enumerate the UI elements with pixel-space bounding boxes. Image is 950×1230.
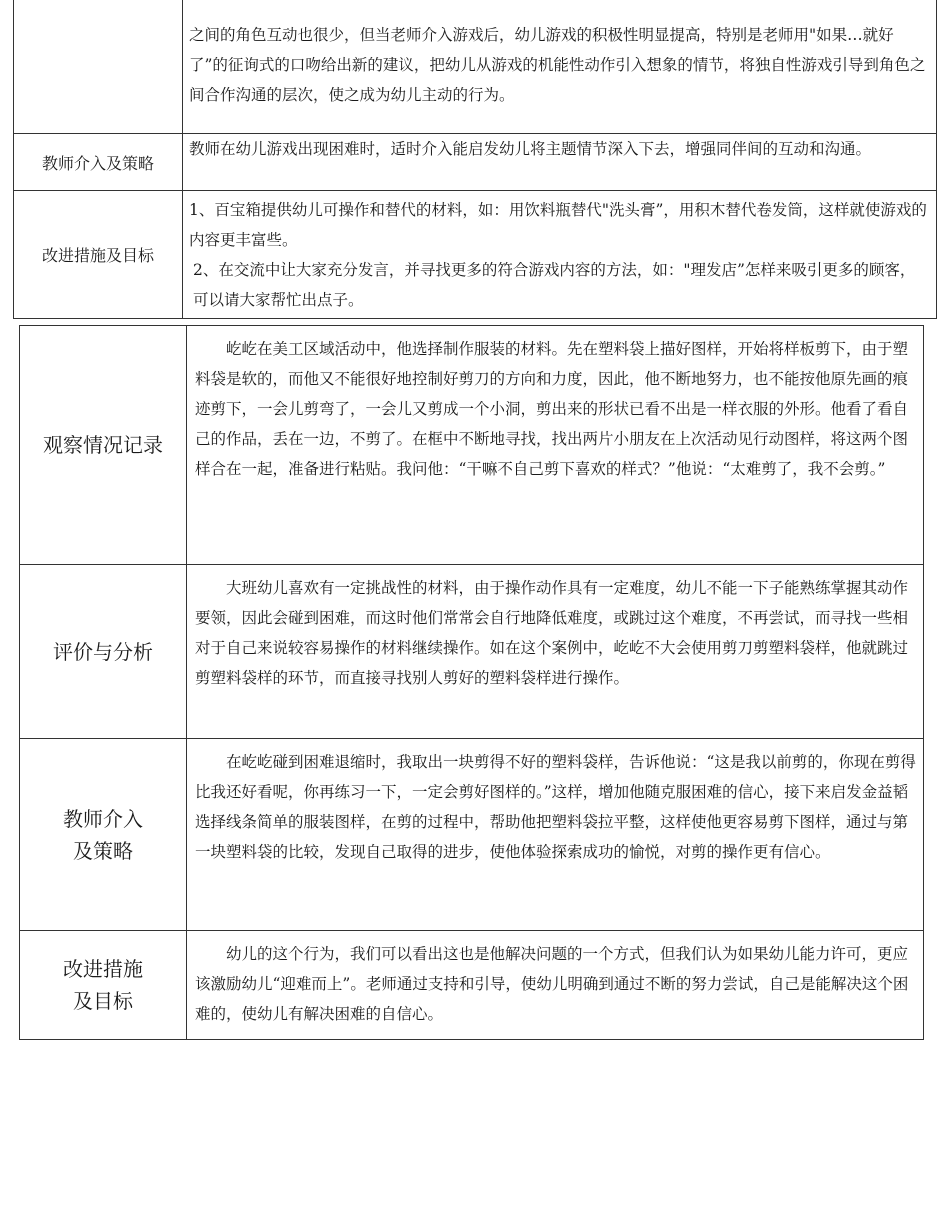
observation-record-table (19, 325, 924, 1040)
record-table-continued (13, 0, 937, 319)
row-content: 幼儿的这个行为，我们可以看出这也是他解决问题的一个方式，但我们认为如果幼儿能力许可，更应该激励幼儿“迎难而上”。老师通过支持和引导，使幼儿明确到通过不断的努力尝试，自己是能解决这个困难的，使幼儿有解决困难的自信心。 (187, 931, 924, 1040)
row-content (183, 0, 937, 134)
label-line: 及策略 (73, 838, 133, 863)
row-content (183, 134, 937, 191)
list-item: 2、在交流中让大家充分发言，并寻找更多的符合游戏内容的方法，如："理发店”怎样来吸引更多的顾客，可以请大家帮忙出点子。 (193, 261, 916, 309)
row-content: 在屹屹碰到困难退缩时，我取出一块剪得不好的塑料袋样，告诉他说：“这是我以前剪的，你现在剪得比我还好看呢，你再练习一下，一定会剪好图样的。”这样，增加他随克服困难的信心，接下来启发金益韬选择线条简单的服装图样，在剪的过程中，帮助他把塑料袋拉平整，这样使他更容易剪下图样，通过与第一块塑料袋的比较，发现自己取得的进步，使他体验探索成功的愉悦，对剪的操作更有信心。 (187, 739, 924, 931)
list-item: 1、百宝箱提供幼儿可操作和替代的材料，如：用饮料瓶替代"洗头膏”，用积木替代卷发筒，这样就使游戏的内容更丰富些。 (189, 201, 927, 249)
label-line: 及目标 (73, 989, 133, 1013)
paragraph: 教师在幼儿游戏出现困难时，适时介入能启发幼儿将主题情节深入下去，增强同伴间的互动和沟通。 (189, 140, 872, 158)
table-row (20, 739, 924, 931)
row-label-improvement (20, 931, 187, 1040)
row-label-evaluation: 评价与分析 (20, 565, 187, 739)
table-row (14, 191, 937, 319)
row-content (183, 191, 937, 319)
label-line: 改进措施 (63, 957, 143, 981)
row-label-improvement: 改进措施及目标 (14, 191, 183, 319)
paragraph: 之间的角色互动也很少，但当老师介入游戏后，幼儿游戏的积极性明显提高，特别是老师用"如果…就好了”的征询式的口吻给出新的建议，把幼儿从游戏的机能性动作引入想象的情节，将独自性游戏引导到角色之间合作沟通的层次，使之成为幼儿主动的行为。 (189, 26, 926, 104)
table-row (20, 565, 924, 739)
row-content: 大班幼儿喜欢有一定挑战性的材料，由于操作动作具有一定难度，幼儿不能一下子能熟练掌握其动作要领，因此会碰到困难，而这时他们常常会自行地降低难度，或跳过这个难度，不再尝试，而寻找一些相对于自己来说较容易操作的材料继续操作。如在这个案例中，屹屹不大会使用剪刀剪塑料袋样，他就跳过剪塑料袋样的环节，而直接寻找别人剪好的塑料袋样进行操作。 (187, 565, 924, 739)
row-content: 屹屹在美工区域活动中，他选择制作服装的材料。先在塑料袋上描好图样，开始将样板剪下，由于塑料袋是软的，而他又不能很好地控制好剪刀的方向和力度，因此，他不断地努力，也不能按他原先画的痕迹剪下，一会儿剪弯了，一会儿又剪成一个小洞，剪出来的形状已看不出是一样衣服的外形。他看了看自己的作品，丢在一边，不剪了。在框中不断地寻找，找出两片小朋友在上次活动见行动图样，将这两个图样合在一起，准备进行粘贴。我问他：“干嘛不自己剪下喜欢的样式？”他说：“太难剪了，我不会剪。” (187, 326, 924, 565)
table-row (20, 931, 924, 1040)
row-label-observation: 观察情况记录 (20, 326, 187, 565)
table-row (14, 0, 937, 134)
row-label-teacher-intervention (20, 739, 187, 931)
row-label (14, 0, 183, 134)
table-row (20, 326, 924, 565)
row-label-teacher-intervention: 教师介入及策略 (14, 134, 183, 191)
table-row (14, 134, 937, 191)
label-line: 教师介入 (63, 806, 143, 831)
